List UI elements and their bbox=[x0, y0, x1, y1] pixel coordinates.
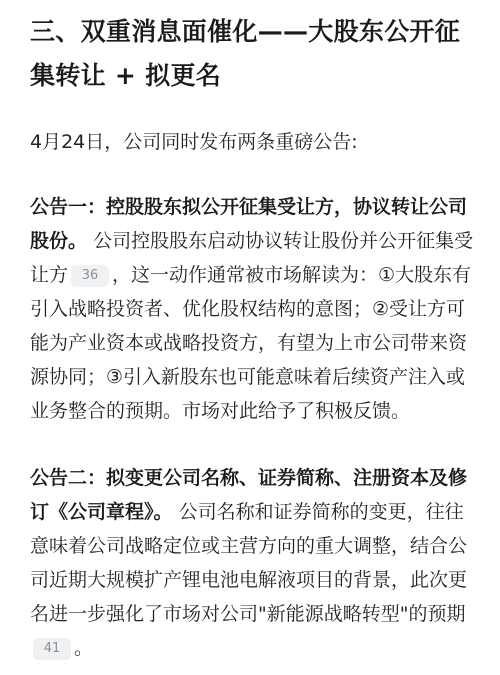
notice-two-paragraph bbox=[30, 461, 475, 665]
notice-one-text-continued: ，这一动作通常被市场解读为：①大股东有引入战略投资者、优化股权结构的意图；②受让方可能为产业资本或战略投资方，有望为上市公司带来资源协同；③引入新股东也可能意味着后续资产注入或业务整合的预期。市场对此给予了积极反馈。 bbox=[30, 264, 472, 422]
notice-two-text: 公司名称和证券简称的变更，往往意味着公司战略定位或主营方向的重大调整，结合公司近期大规模扩产锂电池电解液项目的背景，此次更名进一步强化了市场对公司"新能源战略转型"的预期 bbox=[30, 501, 468, 625]
notice-two-text-continued: 。 bbox=[74, 637, 94, 659]
notice-one-text: 公司控股股东启动协议转让股份并公开征集受让方 bbox=[30, 230, 474, 286]
notice-one-paragraph bbox=[30, 190, 475, 428]
citation-badge[interactable]: 36 bbox=[71, 265, 109, 287]
notice-one-title: 公告一：控股股东拟公开征集受让方，协议转让公司股份。 bbox=[30, 196, 468, 252]
section-heading: 三、双重消息面催化——大股东公开征集转让 + 拟更名 bbox=[30, 17, 461, 90]
intro-paragraph: 4月24日，公司同时发布两条重磅公告: bbox=[30, 131, 358, 153]
article bbox=[30, 10, 475, 665]
notice-two-title: 公告二：拟变更公司名称、证券简称、注册资本及修订《公司章程》。 bbox=[30, 467, 468, 523]
citation-badge[interactable]: 41 bbox=[33, 638, 71, 660]
